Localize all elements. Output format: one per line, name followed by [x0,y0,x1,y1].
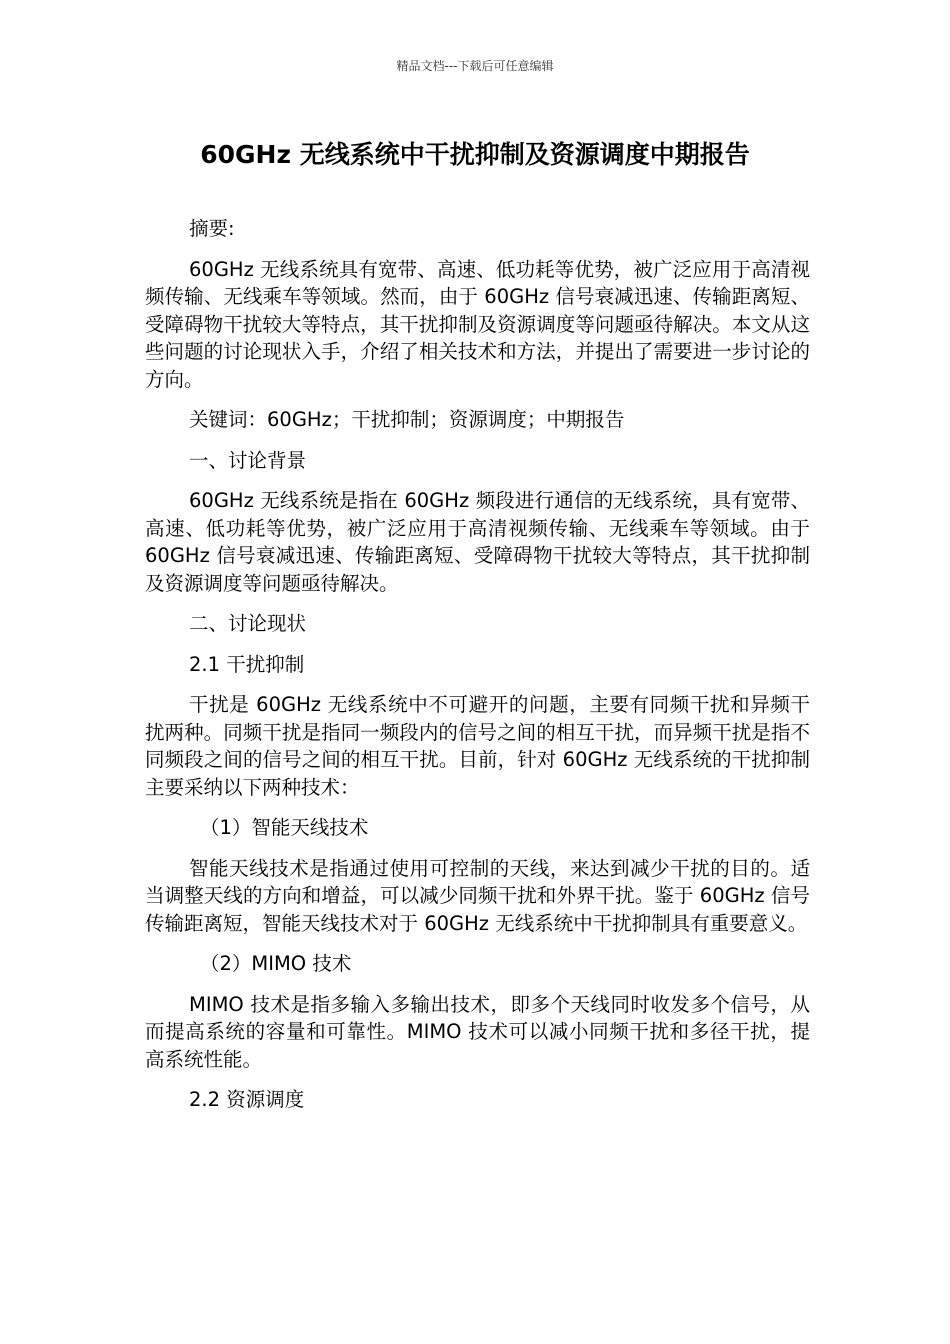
page-header-watermark: 精品文档---下载后可任意编辑 [396,59,554,73]
item-heading-smart-antenna: （1）智能天线技术 [200,816,369,839]
background-paragraph: 60GHz 无线系统是指在 60GHz 频段进行通信的无线系统，具有宽带、高速、低功耗等优势，被广泛应用于高清视频传输、无线乘车等领域。由于 60GHz 信号衰减迅速、传输距离短、受障碍物干扰较大等特点，其干扰抑制及资源调度等问题亟待解决。 [145,489,810,595]
item-heading-mimo: （2）MIMO 技术 [200,952,352,975]
mimo-paragraph: MIMO 技术是指多输入多输出技术，即多个天线同时收发多个信号，从而提高系统的容量和可靠性。MIMO 技术可以减小同频干扰和多径干扰，提高系统性能。 [145,992,810,1071]
abstract-label: 摘要: [189,217,235,240]
smart-antenna-paragraph: 智能天线技术是指通过使用可控制的天线，来达到减少干扰的目的。适当调整天线的方向和增益，可以减少同频干扰和外界干扰。鉴于 60GHz 信号传输距离短，智能天线技术对于 60GHz 无线系统中干扰抑制具有重要意义。 [145,856,810,935]
document-title: 60GHz 无线系统中干扰抑制及资源调度中期报告 [200,140,750,169]
keywords-line: 关键词：60GHz；干扰抑制；资源调度；中期报告 [189,408,625,431]
abstract-paragraph: 60GHz 无线系统具有宽带、高速、低功耗等优势，被广泛应用于高清视频传输、无线乘车等领域。然而，由于 60GHz 信号衰减迅速、传输距离短、受障碍物干扰较大等特点，其干扰抑制及资源调度等问题亟待解决。本文从这些问题的讨论现状入手，介绍了相关技术和方法，并提出了需要进一步讨论的方向。 [145,257,810,391]
subsection-heading-interference: 2.1 干扰抑制 [189,652,305,676]
subsection-heading-resource-scheduling: 2.2 资源调度 [189,1088,305,1111]
document-body [145,215,810,1127]
section-heading-status: 二、讨论现状 [189,612,307,635]
interference-paragraph: 干扰是 60GHz 无线系统中不可避开的问题，主要有同频干扰和异频干扰两种。同频干扰是指同一频段内的信号之间的相互干扰，而异频干扰是指不同频段之间的信号之间的相互干扰。目前，针对 60GHz 无线系统的干扰抑制主要采纳以下两种技术： [145,693,810,799]
section-heading-background: 一、讨论背景 [189,448,307,472]
